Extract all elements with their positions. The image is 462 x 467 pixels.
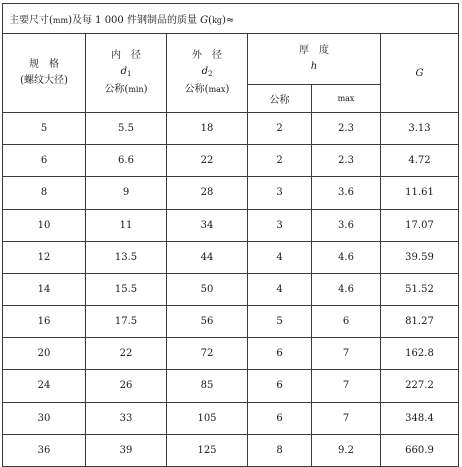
- cell-mass: 660.9: [381, 434, 459, 466]
- header-outer-nominal-unit: max: [208, 85, 226, 94]
- cell-thickness-max: 7: [312, 338, 381, 370]
- cell-thickness-nominal: 8: [248, 434, 312, 466]
- cell-mass: 3.13: [381, 113, 459, 145]
- caption-text-1: 主要尺寸(: [9, 15, 53, 26]
- cell-outer-diameter: 22: [167, 145, 248, 177]
- cell-outer-diameter: 44: [167, 241, 248, 273]
- table-row: [3, 273, 459, 305]
- cell-thickness-max: 3.6: [312, 209, 381, 241]
- cell-outer-diameter: 85: [167, 370, 248, 402]
- cell-thickness-max: 9.2: [312, 434, 381, 466]
- cell-thickness-nominal: 4: [248, 241, 312, 273]
- table-row: [3, 177, 459, 209]
- cell-spec: 6: [3, 145, 86, 177]
- caption-text-4: )≈: [222, 15, 235, 26]
- cell-mass: 348.4: [381, 402, 459, 434]
- cell-thickness-max: 3.6: [312, 177, 381, 209]
- cell-thickness-max: 6: [312, 306, 381, 338]
- cell-inner-diameter: 11: [86, 209, 167, 241]
- cell-outer-diameter: 105: [167, 402, 248, 434]
- cell-spec: 12: [3, 241, 86, 273]
- header-thickness-title: 厚 度: [299, 45, 329, 57]
- header-inner-symbol: d: [120, 66, 127, 77]
- cell-spec: 10: [3, 209, 86, 241]
- cell-outer-diameter: 28: [167, 177, 248, 209]
- header-inner-diameter: [86, 34, 167, 113]
- cell-thickness-max: 4.6: [312, 241, 381, 273]
- table-row: [3, 402, 459, 434]
- cell-inner-diameter: 33: [86, 402, 167, 434]
- cell-inner-diameter: 22: [86, 338, 167, 370]
- caption-unit-mm: mm: [52, 16, 69, 25]
- cell-inner-diameter: 9: [86, 177, 167, 209]
- cell-spec: 20: [3, 338, 86, 370]
- cell-inner-diameter: 17.5: [86, 306, 167, 338]
- cell-spec: 5: [3, 113, 86, 145]
- table-row: [3, 241, 459, 273]
- table-body: [3, 113, 459, 467]
- caption-unit-kg: kg: [212, 16, 223, 25]
- caption-text-3: (: [208, 15, 213, 26]
- header-outer-nominal-suffix: ): [225, 84, 230, 95]
- table-row: [3, 209, 459, 241]
- header-mass: [381, 34, 459, 113]
- cell-thickness-nominal: 3: [248, 177, 312, 209]
- cell-inner-diameter: 15.5: [86, 273, 167, 305]
- cell-spec: 8: [3, 177, 86, 209]
- table-row: [3, 370, 459, 402]
- header-spec-subtitle: (螺纹大径): [20, 75, 68, 86]
- table-row: [3, 113, 459, 145]
- cell-inner-diameter: 6.6: [86, 145, 167, 177]
- cell-thickness-max: 2.3: [312, 113, 381, 145]
- table-row: [3, 145, 459, 177]
- washer-dimensions-table: [2, 3, 459, 467]
- header-thickness-symbol: h: [310, 61, 318, 73]
- cell-outer-diameter: 34: [167, 209, 248, 241]
- header-thickness: [248, 34, 381, 85]
- table-row: [3, 338, 459, 370]
- header-inner-subscript: 1: [126, 70, 132, 78]
- header-outer-subscript: 2: [207, 70, 213, 78]
- cell-outer-diameter: 18: [167, 113, 248, 145]
- header-mass-symbol: G: [415, 67, 424, 79]
- table-row: [3, 306, 459, 338]
- header-spec-title: 规 格: [29, 59, 59, 70]
- cell-thickness-nominal: 3: [248, 209, 312, 241]
- cell-thickness-nominal: 2: [248, 145, 312, 177]
- cell-mass: 17.07: [381, 209, 459, 241]
- caption-symbol-g: G: [200, 15, 209, 26]
- cell-outer-diameter: 125: [167, 434, 248, 466]
- cell-spec: 30: [3, 402, 86, 434]
- cell-mass: 162.8: [381, 338, 459, 370]
- cell-thickness-nominal: 5: [248, 306, 312, 338]
- cell-thickness-max: 7: [312, 402, 381, 434]
- header-inner-title: 内 径: [111, 50, 141, 61]
- cell-thickness-max: 2.3: [312, 145, 381, 177]
- table-row: [3, 434, 459, 466]
- cell-thickness-nominal: 6: [248, 338, 312, 370]
- cell-thickness-nominal: 2: [248, 113, 312, 145]
- cell-spec: 36: [3, 434, 86, 466]
- header-thickness-nominal: 公称: [248, 85, 312, 113]
- header-outer-symbol: d: [201, 66, 208, 77]
- header-outer-diameter: [167, 34, 248, 113]
- cell-inner-diameter: 5.5: [86, 113, 167, 145]
- cell-mass: 11.61: [381, 177, 459, 209]
- cell-spec: 14: [3, 273, 86, 305]
- cell-mass: 39.59: [381, 241, 459, 273]
- cell-thickness-nominal: 4: [248, 273, 312, 305]
- cell-inner-diameter: 13.5: [86, 241, 167, 273]
- table-caption: [3, 4, 459, 34]
- header-outer-nominal-prefix: 公称(: [184, 84, 209, 95]
- cell-outer-diameter: 56: [167, 306, 248, 338]
- header-inner-nominal-unit: min: [128, 85, 144, 94]
- cell-mass: 81.27: [381, 306, 459, 338]
- cell-thickness-max: 4.6: [312, 273, 381, 305]
- cell-inner-diameter: 39: [86, 434, 167, 466]
- cell-thickness-nominal: 6: [248, 370, 312, 402]
- caption-text-2: )及每 1 000 件钢制品的质量: [68, 15, 201, 26]
- header-inner-nominal-prefix: 公称(: [104, 84, 129, 95]
- header-thickness-max: max: [312, 85, 381, 113]
- cell-outer-diameter: 72: [167, 338, 248, 370]
- cell-mass: 4.72: [381, 145, 459, 177]
- cell-inner-diameter: 26: [86, 370, 167, 402]
- cell-thickness-nominal: 6: [248, 402, 312, 434]
- header-outer-title: 外 径: [192, 50, 222, 61]
- cell-spec: 16: [3, 306, 86, 338]
- header-spec: [3, 34, 86, 113]
- cell-mass: 227.2: [381, 370, 459, 402]
- cell-spec: 24: [3, 370, 86, 402]
- cell-outer-diameter: 50: [167, 273, 248, 305]
- cell-mass: 51.52: [381, 273, 459, 305]
- cell-thickness-max: 7: [312, 370, 381, 402]
- header-inner-nominal-suffix: ): [143, 84, 148, 95]
